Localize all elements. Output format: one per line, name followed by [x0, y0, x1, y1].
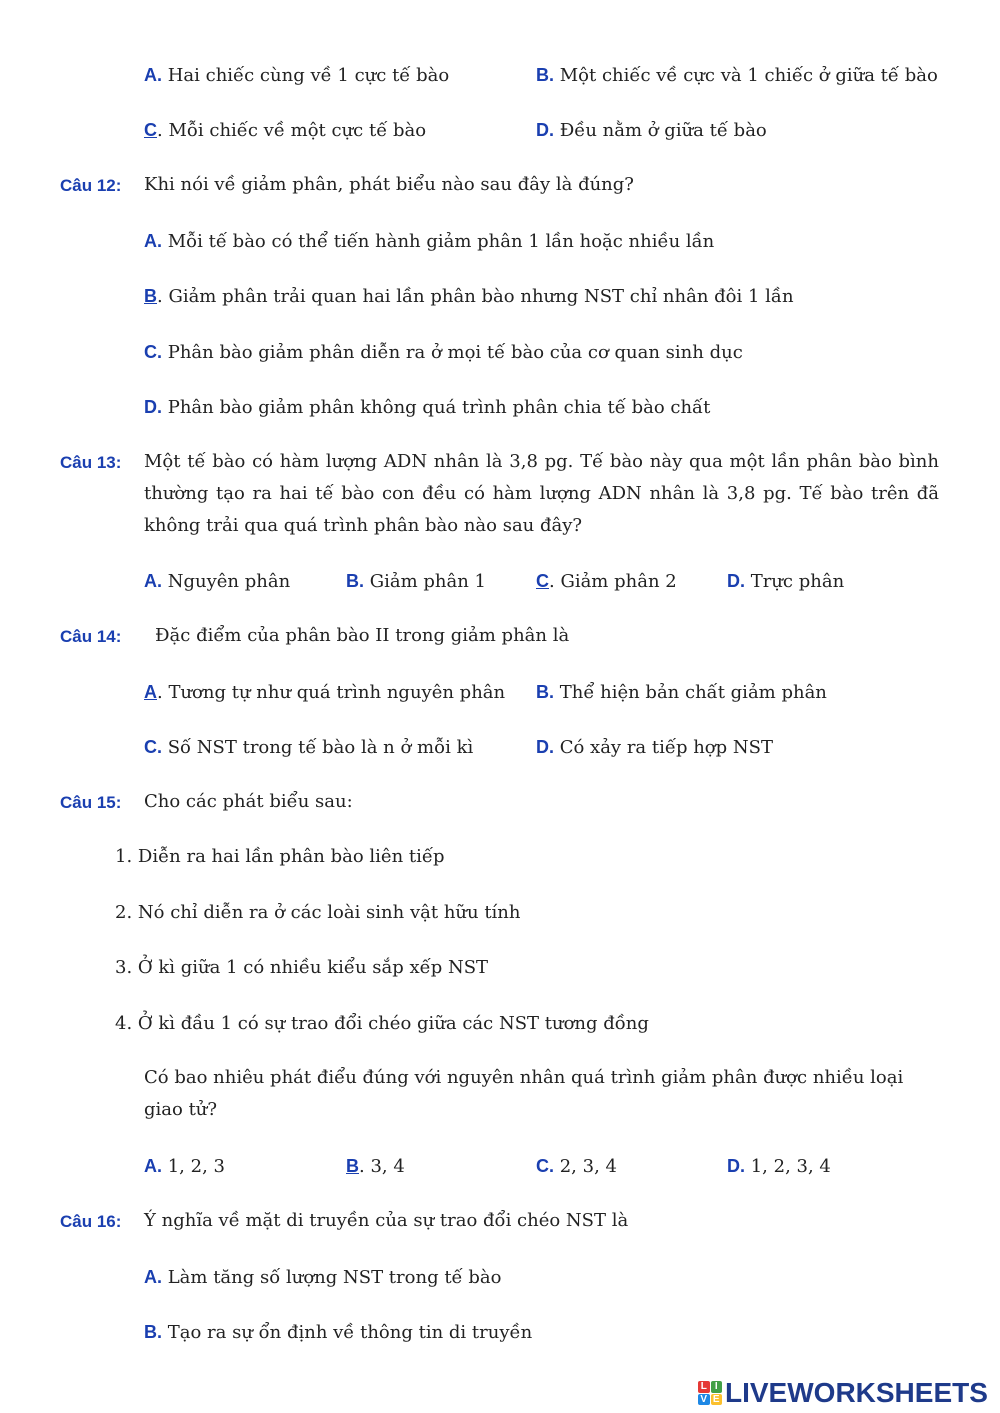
q15-statement: 1. Diễn ra hai lần phân bào liên tiếp [115, 846, 445, 867]
q11-option-d[interactable]: D. Đều nằm ở giữa tế bào [536, 120, 767, 141]
q15-option-b[interactable]: B. 3, 4 [346, 1156, 405, 1177]
q15-text: Cho các phát biểu sau: [144, 791, 353, 812]
logo-mark-letter: L [698, 1381, 710, 1393]
q12-option-d[interactable]: D. Phân bào giảm phân không quá trình phân chia tế bào chất [144, 397, 711, 418]
q13-option-c[interactable]: C. Giảm phân 2 [536, 571, 677, 592]
q14-option-d[interactable]: D. Có xảy ra tiếp hợp NST [536, 737, 773, 758]
q11-option-a[interactable]: A. Hai chiếc cùng về 1 cực tế bào [144, 65, 450, 86]
logo-text: LIVEWORKSHEETS [725, 1377, 988, 1408]
q14-option-c[interactable]: C. Số NST trong tế bào là n ở mỗi kì [144, 737, 474, 758]
q12-option-c[interactable]: C. Phân bào giảm phân diễn ra ở mọi tế bào của cơ quan sinh dục [144, 342, 743, 363]
q11-option-c[interactable]: C. Mỗi chiếc về một cực tế bào [144, 120, 427, 141]
q16-text: Ý nghĩa về mặt di truyền của sự trao đổi chéo NST là [144, 1210, 629, 1231]
q15-statement: 4. Ở kì đầu 1 có sự trao đổi chéo giữa các NST tương đồng [115, 1013, 649, 1034]
logo-mark-letter: E [711, 1394, 723, 1406]
q14-text: Đặc điểm của phân bào II trong giảm phân là [155, 625, 570, 646]
liveworksheets-logo[interactable] [698, 1378, 988, 1408]
q15-option-d[interactable]: D. 1, 2, 3, 4 [727, 1156, 831, 1177]
q15-option-c[interactable]: C. 2, 3, 4 [536, 1156, 617, 1177]
q16-option-a[interactable]: A. Làm tăng số lượng NST trong tế bào [144, 1267, 502, 1288]
q15-statement: 3. Ở kì giữa 1 có nhiều kiểu sắp xếp NST [115, 957, 489, 978]
q14-option-b[interactable]: B. Thể hiện bản chất giảm phân [536, 682, 827, 703]
q13-option-b[interactable]: B. Giảm phân 1 [346, 571, 486, 592]
q15-option-a[interactable]: A. 1, 2, 3 [144, 1156, 225, 1177]
q12-text: Khi nói về giảm phân, phát biểu nào sau đây là đúng? [144, 174, 634, 195]
q14-option-a[interactable]: A. Tương tự như quá trình nguyên phân [144, 682, 506, 703]
q12-label: Câu 12: [60, 176, 122, 195]
q14-label: Câu 14: [60, 627, 122, 646]
q15-label: Câu 15: [60, 793, 122, 812]
q15-question: Có bao nhiêu phát điểu đúng với nguyên nhân quá trình giảm phân được nhiều loại giao tử? [144, 1067, 904, 1120]
q12-option-b[interactable]: B. Giảm phân trải quan hai lần phân bào nhưng NST chỉ nhân đôi 1 lần [144, 286, 794, 307]
q13-option-a[interactable]: A. Nguyên phân [144, 571, 291, 592]
q12-option-a[interactable]: A. Mỗi tế bào có thể tiến hành giảm phân 1 lần hoặc nhiều lần [144, 231, 715, 252]
logo-mark-letter: I [711, 1381, 723, 1393]
q15-statement: 2. Nó chỉ diễn ra ở các loài sinh vật hữu tính [115, 902, 521, 923]
q13-text: Một tế bào có hàm lượng ADN nhân là 3,8 pg. Tế bào này qua một lần phân bào bình thường tạo ra hai tế bào con đều có hàm lượng ADN nhân là 3,8 pg. Tế bào trên đã không trải qua quá trình phân bào nào sau đây? [144, 451, 939, 536]
logo-mark-letter: V [698, 1394, 710, 1406]
q13-label: Câu 13: [60, 453, 122, 472]
q16-label: Câu 16: [60, 1212, 122, 1231]
q13-option-d[interactable]: D. Trực phân [727, 571, 845, 592]
q11-option-b[interactable]: B. Một chiếc về cực và 1 chiếc ở giữa tế bào [536, 65, 938, 86]
q16-option-b[interactable]: B. Tạo ra sự ổn định về thông tin di truyền [144, 1322, 533, 1343]
logo-mark-icon [698, 1381, 722, 1405]
